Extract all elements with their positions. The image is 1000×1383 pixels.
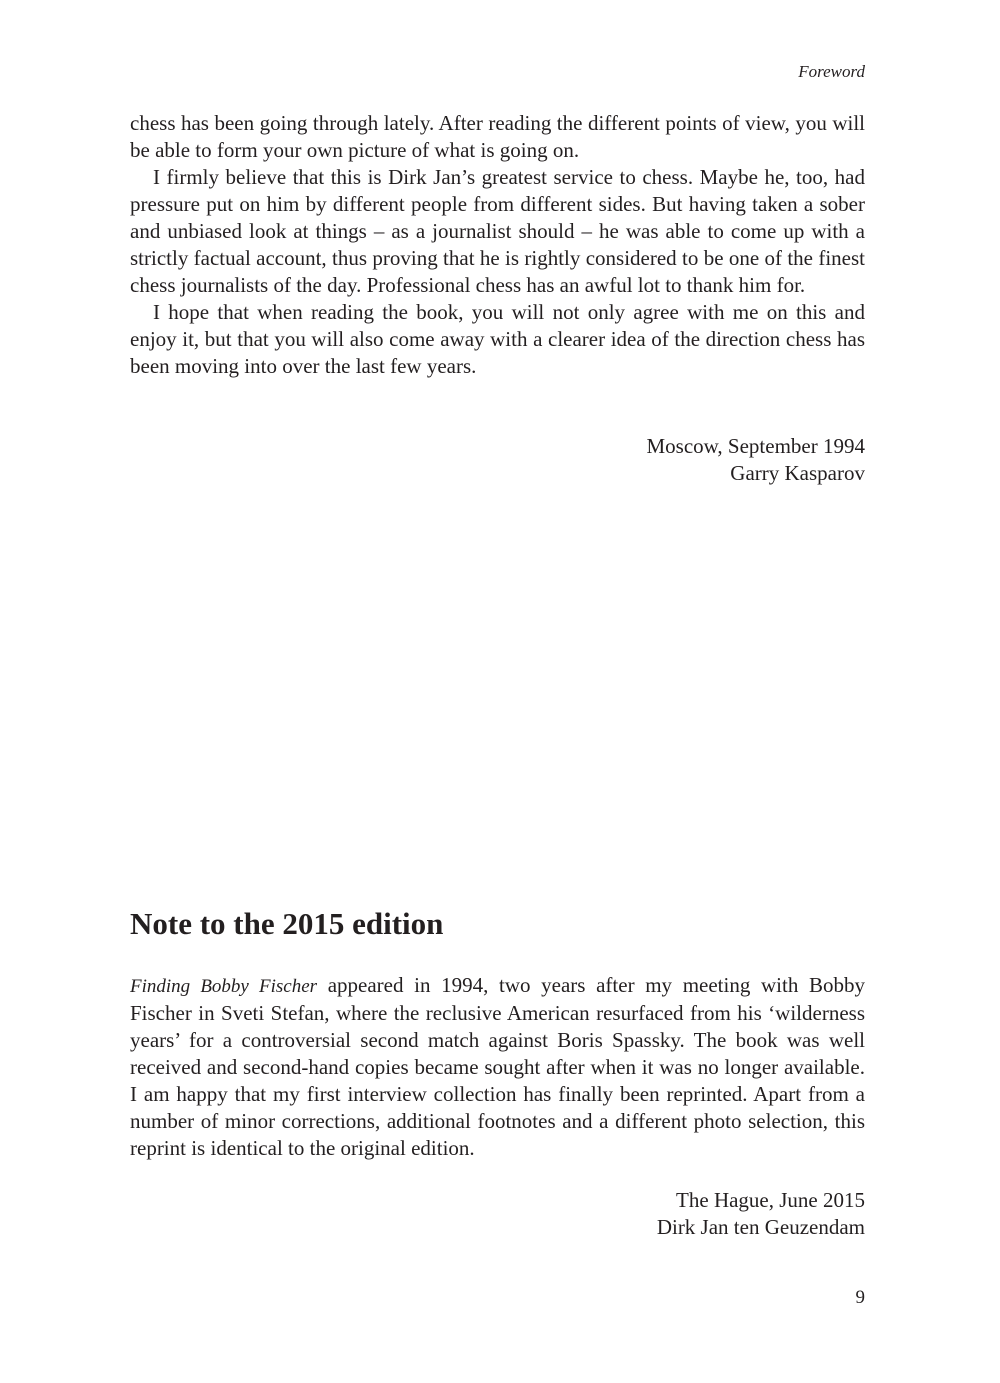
foreword-paragraph-1: chess has been going through lately. After reading the different points of view, you will be able to form your own picture of what is going on.	[130, 111, 865, 162]
foreword-author: Garry Kasparov	[730, 461, 865, 485]
note-paragraph	[130, 972, 865, 1162]
foreword-paragraph-3: I hope that when reading the book, you will not only agree with me on this and enjoy it, but that you will also come away with a clearer idea of the direction chess has been moving into over the last few years.	[130, 300, 865, 378]
foreword-paragraph-2: I firmly believe that this is Dirk Jan’s greatest service to chess. Maybe he, too, had pressure put on him by different people from different sides. But having taken a sober and unbiased look at things – as a journalist should – he was able to come up with a strictly factual account, thus proving that he is rightly considered to be one of the finest chess journalists of the day. Professional chess has an awful lot to thank him for.	[130, 165, 865, 297]
foreword-signature	[646, 433, 865, 487]
section-heading: Note to the 2015 edition	[130, 906, 444, 941]
note-paragraph-text: appeared in 1994, two years after my meeting with Bobby Fischer in Sveti Stefan, where the reclusive American resurfaced from his ‘wilderness years’ for a controversial second match against Boris Spassky. The book was well received and second-hand copies became sought after when it was no longer available. I am happy that my first interview collection has finally been reprinted. Apart from a number of minor corrections, additional footnotes and a different photo selection, this reprint is identical to the original edition.	[130, 973, 865, 1160]
note-place-date: The Hague, June 2015	[676, 1188, 865, 1212]
note-signature	[657, 1187, 865, 1241]
book-title: Finding Bobby Fischer	[130, 976, 318, 997]
note-author: Dirk Jan ten Geuzendam	[656, 1215, 865, 1239]
page-number: 9	[855, 1287, 865, 1308]
foreword-text	[130, 110, 865, 380]
running-head: Foreword	[798, 62, 865, 81]
note-text	[130, 972, 865, 1162]
foreword-place-date: Moscow, September 1994	[646, 434, 865, 458]
